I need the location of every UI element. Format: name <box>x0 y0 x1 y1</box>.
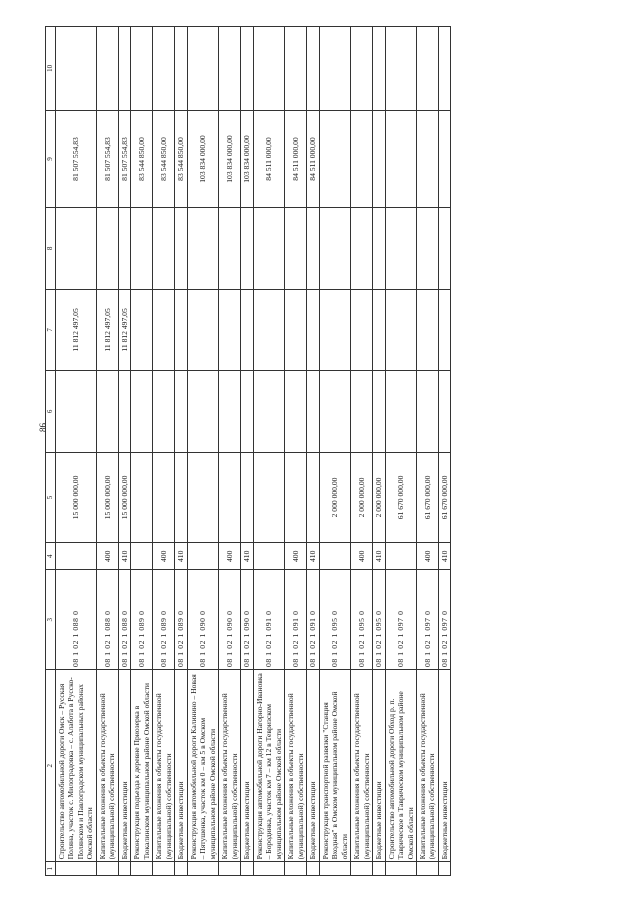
cell-empty <box>118 862 130 876</box>
cell-col10 <box>319 27 350 111</box>
cell-col8 <box>253 208 284 290</box>
cell-col8 <box>187 208 218 290</box>
cell-empty <box>219 862 241 876</box>
cell-col5 <box>187 452 218 543</box>
cell-col6 <box>319 371 350 453</box>
column-header: 9 <box>46 110 56 207</box>
column-header: 4 <box>46 543 56 570</box>
cell-code: 08 1 02 1 088 0 <box>118 570 130 670</box>
cell-col9: 84 511 000,00 <box>253 110 284 207</box>
table-row <box>96 27 118 876</box>
cell-name: Капитальные вложения в объекты государственной (муниципальной) собственности <box>351 669 373 861</box>
cell-col9: 83 544 850,00 <box>175 110 187 207</box>
cell-empty <box>373 862 385 876</box>
cell-kvr <box>56 543 97 570</box>
cell-col6 <box>56 371 97 453</box>
cell-name: Строительство автомобильной дороги Омск – Русская Поляна, участок с. Милоградовка – с. Алабота в Русско-Полянском и Павлоградском муниципальных районах Омской области <box>56 669 97 861</box>
cell-empty <box>131 862 153 876</box>
cell-col6 <box>153 371 175 453</box>
budget-table <box>45 26 451 876</box>
cell-col8 <box>373 208 385 290</box>
cell-col6 <box>416 371 438 453</box>
cell-col8 <box>438 208 450 290</box>
cell-code: 08 1 02 1 097 0 <box>416 570 438 670</box>
cell-empty <box>416 862 438 876</box>
cell-col5 <box>175 452 187 543</box>
table-row <box>175 27 187 876</box>
cell-col6 <box>118 371 130 453</box>
cell-kvr: 410 <box>175 543 187 570</box>
cell-col10 <box>438 27 450 111</box>
cell-col10 <box>351 27 373 111</box>
header-row <box>46 27 56 876</box>
cell-code: 08 1 02 1 090 0 <box>241 570 253 670</box>
cell-code: 08 1 02 1 091 0 <box>253 570 284 670</box>
table-row <box>241 27 253 876</box>
cell-col8 <box>175 208 187 290</box>
cell-name: Бюджетные инвестиции <box>438 669 450 861</box>
cell-code: 08 1 02 1 095 0 <box>319 570 350 670</box>
cell-name: Бюджетные инвестиции <box>175 669 187 861</box>
cell-col7 <box>187 289 218 371</box>
table-row <box>131 27 153 876</box>
cell-col6 <box>373 371 385 453</box>
table-row <box>438 27 450 876</box>
cell-col9: 81 507 554,83 <box>96 110 118 207</box>
cell-col5: 61 670 000,00 <box>416 452 438 543</box>
cell-col10 <box>118 27 130 111</box>
cell-kvr: 410 <box>307 543 319 570</box>
cell-col5: 15 000 000,00 <box>56 452 97 543</box>
cell-code: 08 1 02 1 097 0 <box>385 570 416 670</box>
cell-col9: 83 544 850,00 <box>131 110 153 207</box>
column-header: 8 <box>46 208 56 290</box>
cell-col7 <box>153 289 175 371</box>
cell-kvr <box>187 543 218 570</box>
cell-col7 <box>319 289 350 371</box>
cell-col9: 103 834 000,00 <box>241 110 253 207</box>
table-row <box>416 27 438 876</box>
cell-col9 <box>385 110 416 207</box>
table-row <box>153 27 175 876</box>
cell-col7: 11 812 497,05 <box>56 289 97 371</box>
cell-col10 <box>187 27 218 111</box>
cell-col6 <box>253 371 284 453</box>
cell-col10 <box>385 27 416 111</box>
cell-col10 <box>153 27 175 111</box>
cell-empty <box>351 862 373 876</box>
cell-name: Бюджетные инвестиции <box>118 669 130 861</box>
cell-col5: 2 000 000,00 <box>351 452 373 543</box>
cell-empty <box>153 862 175 876</box>
cell-name: Капитальные вложения в объекты государственной (муниципальной) собственности <box>416 669 438 861</box>
cell-col9: 83 544 850,00 <box>153 110 175 207</box>
cell-col6 <box>385 371 416 453</box>
cell-col8 <box>96 208 118 290</box>
cell-col9 <box>416 110 438 207</box>
cell-col9: 84 511 000,00 <box>307 110 319 207</box>
cell-code: 08 1 02 1 089 0 <box>175 570 187 670</box>
cell-code: 08 1 02 1 089 0 <box>131 570 153 670</box>
cell-kvr: 410 <box>241 543 253 570</box>
cell-col8 <box>131 208 153 290</box>
cell-name: Капитальные вложения в объекты государственной (муниципальной) собственности <box>153 669 175 861</box>
cell-col9 <box>438 110 450 207</box>
column-header: 10 <box>46 27 56 111</box>
cell-col8 <box>56 208 97 290</box>
cell-empty <box>241 862 253 876</box>
cell-col6 <box>187 371 218 453</box>
page-number: 86 <box>38 423 48 432</box>
cell-code: 08 1 02 1 090 0 <box>187 570 218 670</box>
cell-col9 <box>373 110 385 207</box>
table-row <box>385 27 416 876</box>
cell-col10 <box>96 27 118 111</box>
column-header: 6 <box>46 371 56 453</box>
cell-col8 <box>285 208 307 290</box>
cell-col5 <box>307 452 319 543</box>
cell-name: Реконструкция автомобильной дороги Нагорно-Ивановка – Бородинка, участок км 7 – км 12 в Тевризском муниципальном районе Омской области <box>253 669 284 861</box>
cell-col7 <box>175 289 187 371</box>
cell-kvr: 400 <box>96 543 118 570</box>
cell-name: Бюджетные инвестиции <box>241 669 253 861</box>
cell-col10 <box>416 27 438 111</box>
cell-col10 <box>175 27 187 111</box>
cell-empty <box>56 862 97 876</box>
cell-code: 08 1 02 1 091 0 <box>285 570 307 670</box>
cell-col7 <box>385 289 416 371</box>
cell-name: Реконструкция транспортной развязки "Станция Входная" в Омском муниципальном районе Омской области <box>319 669 350 861</box>
table-row <box>118 27 130 876</box>
cell-kvr <box>385 543 416 570</box>
table-row <box>307 27 319 876</box>
column-header: 5 <box>46 452 56 543</box>
cell-col8 <box>351 208 373 290</box>
cell-empty <box>187 862 218 876</box>
cell-col10 <box>285 27 307 111</box>
table-row <box>351 27 373 876</box>
cell-col10 <box>56 27 97 111</box>
cell-col8 <box>385 208 416 290</box>
cell-col8 <box>153 208 175 290</box>
cell-col7 <box>241 289 253 371</box>
cell-col6 <box>131 371 153 453</box>
cell-code: 08 1 02 1 088 0 <box>96 570 118 670</box>
cell-col10 <box>253 27 284 111</box>
cell-col8 <box>219 208 241 290</box>
cell-col7 <box>253 289 284 371</box>
cell-col5: 15 000 000,00 <box>96 452 118 543</box>
cell-col7 <box>307 289 319 371</box>
cell-col6 <box>438 371 450 453</box>
column-header: 1 <box>46 862 56 876</box>
column-header: 3 <box>46 570 56 670</box>
cell-kvr <box>131 543 153 570</box>
cell-col5: 2 000 000,00 <box>373 452 385 543</box>
cell-col6 <box>241 371 253 453</box>
cell-empty <box>307 862 319 876</box>
cell-empty <box>438 862 450 876</box>
cell-col7 <box>438 289 450 371</box>
cell-empty <box>285 862 307 876</box>
cell-col10 <box>219 27 241 111</box>
cell-empty <box>253 862 284 876</box>
cell-col9: 103 834 000,00 <box>187 110 218 207</box>
cell-kvr: 410 <box>118 543 130 570</box>
cell-col5 <box>241 452 253 543</box>
cell-col8 <box>241 208 253 290</box>
cell-code: 08 1 02 1 088 0 <box>56 570 97 670</box>
cell-kvr: 410 <box>373 543 385 570</box>
cell-col5 <box>219 452 241 543</box>
cell-code: 08 1 02 1 097 0 <box>438 570 450 670</box>
cell-col8 <box>118 208 130 290</box>
column-header: 7 <box>46 289 56 371</box>
cell-kvr: 400 <box>219 543 241 570</box>
table-row <box>253 27 284 876</box>
cell-code: 08 1 02 1 095 0 <box>351 570 373 670</box>
cell-col6 <box>307 371 319 453</box>
cell-col5 <box>131 452 153 543</box>
cell-col7 <box>373 289 385 371</box>
cell-empty <box>175 862 187 876</box>
cell-col9: 81 507 554,83 <box>56 110 97 207</box>
table-row <box>373 27 385 876</box>
cell-col7 <box>285 289 307 371</box>
cell-kvr <box>253 543 284 570</box>
table-row <box>56 27 97 876</box>
cell-col10 <box>131 27 153 111</box>
cell-col10 <box>241 27 253 111</box>
cell-col9: 103 834 000,00 <box>219 110 241 207</box>
cell-col7: 11 812 497,05 <box>118 289 130 371</box>
cell-col7 <box>351 289 373 371</box>
cell-code: 08 1 02 1 090 0 <box>219 570 241 670</box>
cell-empty <box>319 862 350 876</box>
cell-code: 08 1 02 1 091 0 <box>307 570 319 670</box>
table-row <box>319 27 350 876</box>
table-row <box>219 27 241 876</box>
cell-name: Капитальные вложения в объекты государственной (муниципальной) собственности <box>285 669 307 861</box>
cell-name: Реконструкция автомобильной дороги Калинино – Новая – Пятушенка, участок км 0 – км 5 в Омском муниципальном районе Омской области <box>187 669 218 861</box>
cell-col5 <box>153 452 175 543</box>
cell-col6 <box>285 371 307 453</box>
cell-kvr: 410 <box>438 543 450 570</box>
cell-kvr <box>319 543 350 570</box>
cell-kvr: 400 <box>285 543 307 570</box>
cell-name: Строительство автомобильной дороги Обход р. п. Таврическое в Таврическом муниципальном районе Омской области <box>385 669 416 861</box>
cell-col8 <box>416 208 438 290</box>
cell-col6 <box>351 371 373 453</box>
cell-kvr: 400 <box>351 543 373 570</box>
cell-kvr: 400 <box>153 543 175 570</box>
cell-col6 <box>219 371 241 453</box>
cell-name: Капитальные вложения в объекты государственной (муниципальной) собственности <box>219 669 241 861</box>
cell-code: 08 1 02 1 089 0 <box>153 570 175 670</box>
cell-col7 <box>131 289 153 371</box>
cell-col10 <box>307 27 319 111</box>
cell-name: Капитальные вложения в объекты государственной (муниципальной) собственности <box>96 669 118 861</box>
cell-col9: 81 507 554,83 <box>118 110 130 207</box>
cell-col5: 61 670 000,00 <box>438 452 450 543</box>
cell-col10 <box>373 27 385 111</box>
cell-col6 <box>96 371 118 453</box>
cell-col5: 2 000 000,00 <box>319 452 350 543</box>
cell-col9 <box>351 110 373 207</box>
cell-col5: 61 670 000,00 <box>385 452 416 543</box>
cell-col8 <box>319 208 350 290</box>
cell-col5: 15 000 000,00 <box>118 452 130 543</box>
cell-name: Бюджетные инвестиции <box>307 669 319 861</box>
cell-empty <box>96 862 118 876</box>
cell-kvr: 400 <box>416 543 438 570</box>
table-row <box>187 27 218 876</box>
cell-col7 <box>219 289 241 371</box>
cell-col6 <box>175 371 187 453</box>
cell-name: Реконструкция подъезда к деревне Приозерка в Тюкалинском муниципальном районе Омской области <box>131 669 153 861</box>
cell-col7 <box>416 289 438 371</box>
cell-name: Бюджетные инвестиции <box>373 669 385 861</box>
cell-col9: 84 511 000,00 <box>285 110 307 207</box>
cell-col5 <box>285 452 307 543</box>
cell-col5 <box>253 452 284 543</box>
cell-col7: 11 812 497,05 <box>96 289 118 371</box>
column-header: 2 <box>46 669 56 861</box>
cell-code: 08 1 02 1 095 0 <box>373 570 385 670</box>
table-body <box>56 27 451 876</box>
cell-col9 <box>319 110 350 207</box>
rotated-page <box>45 26 625 876</box>
table-row <box>285 27 307 876</box>
cell-empty <box>385 862 416 876</box>
cell-col8 <box>307 208 319 290</box>
